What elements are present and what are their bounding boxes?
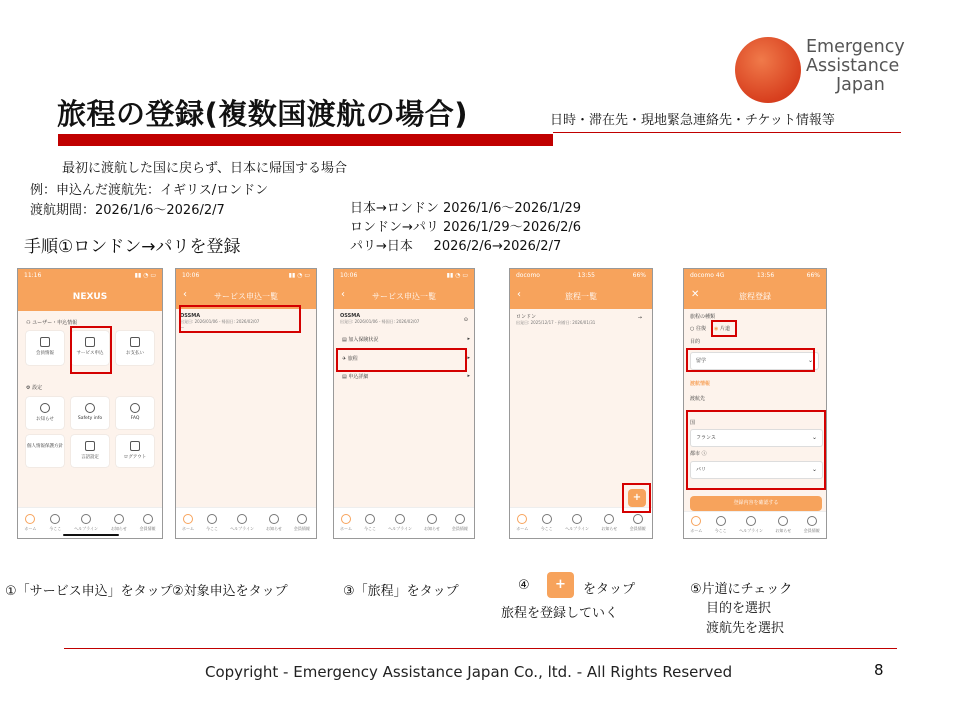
caption-step-4-tail: をタップ (583, 582, 636, 597)
tab-notices[interactable]: お知らせ (775, 516, 791, 534)
translate-icon (85, 441, 95, 451)
tab-bar (176, 507, 316, 538)
screen-service-detail (333, 268, 475, 539)
back-arrow-icon[interactable]: ‹ (183, 289, 187, 300)
city-label: 都市 ⓘ (690, 451, 707, 457)
tab-home[interactable]: ホーム (516, 514, 528, 532)
caption-step-4-number: ④ (518, 578, 530, 593)
tab-helpline[interactable]: ヘルプライン (230, 514, 254, 532)
status-battery: 66% (632, 272, 646, 279)
highlight-service-apply (70, 326, 112, 374)
tab-notices[interactable]: お知らせ (601, 514, 617, 532)
page-title: 旅程の登録(複数国渡航の場合) (57, 97, 469, 131)
status-bar (684, 269, 826, 283)
info-icon (427, 514, 437, 524)
phone-icon (81, 514, 91, 524)
chevron-right-icon: ▸ (467, 336, 470, 342)
chevron-down-icon: ⌄ (807, 357, 813, 364)
tab-bar (334, 507, 474, 538)
purpose-select[interactable]: 留学 ⌄ (690, 352, 819, 370)
card-safety-info[interactable]: Safety info (71, 397, 109, 429)
service-dates: 出発日: 2026/01/06 - 帰国日: 2026/02/07 (180, 319, 260, 324)
back-arrow-icon[interactable]: ‹ (517, 289, 521, 300)
caption-step-4-sub: 旅程を登録していく (501, 606, 619, 621)
tab-member[interactable]: 会員情報 (630, 514, 646, 532)
company-logo-mark (735, 37, 801, 103)
home-icon (691, 516, 701, 526)
header-title: サービス申込一覧 (214, 291, 278, 301)
home-icon (517, 514, 527, 524)
tab-notices[interactable]: お知らせ (266, 514, 282, 532)
section-settings: ⚙ 設定 (26, 385, 43, 391)
card-payment[interactable]: お支払い (116, 331, 154, 365)
menu-application-detail[interactable]: ▤ 申込詳細 (342, 374, 369, 380)
service-dates: 出発日: 2026/01/06 - 帰国日: 2026/02/07 (340, 319, 420, 324)
section-destination: 渡航情報 (690, 381, 711, 387)
service-name: OSSMA (340, 313, 361, 319)
app-name: NEXUS (72, 292, 108, 302)
page-number: 8 (874, 661, 884, 679)
itinerary-item[interactable] (516, 313, 636, 326)
screen-service-list (175, 268, 317, 539)
phone-icon (746, 516, 756, 526)
highlight-target-item (179, 305, 301, 333)
close-icon[interactable]: ✕ (691, 289, 700, 300)
highlight-add-button (622, 483, 651, 513)
info-icon (604, 514, 614, 524)
highlight-purpose (686, 348, 815, 372)
phone-icon (237, 514, 247, 524)
status-time: 10:06 (340, 272, 358, 279)
highlight-destination (686, 410, 826, 490)
itinerary-city: ロンドン (516, 314, 537, 320)
logout-icon (130, 441, 140, 451)
status-bar (176, 269, 316, 283)
city-select[interactable]: パリ ⌄ (690, 461, 823, 479)
back-arrow-icon[interactable]: ‹ (341, 289, 345, 300)
screen-itinerary-list (509, 268, 653, 539)
card-logout[interactable]: ログアウト (116, 435, 154, 467)
pin-icon (207, 514, 217, 524)
tab-home[interactable]: ホーム (24, 514, 36, 532)
collapse-icon[interactable]: ⊙ (463, 317, 468, 323)
status-time: 13:56 (756, 272, 775, 279)
person-icon (297, 514, 307, 524)
home-icon (183, 514, 193, 524)
arrow-right-icon: → (637, 315, 642, 321)
country-label: 国 (690, 420, 696, 426)
tab-location[interactable]: 今ここ (541, 514, 553, 532)
tab-notices[interactable]: お知らせ (424, 514, 440, 532)
logo-line-2: Assistance (806, 56, 900, 76)
info-icon (40, 403, 50, 413)
signal-icon: ▮▮ ◔ ▭ (134, 272, 156, 279)
company-logo-text (806, 38, 905, 95)
card-icon (130, 337, 140, 347)
pin-icon (50, 514, 60, 524)
radio-selected-icon: ◉ (714, 326, 720, 332)
screen-home (17, 268, 163, 539)
menu-itinerary[interactable]: ✈ 旅程 (342, 356, 358, 362)
service-name: OSSMA (180, 313, 201, 319)
tab-location[interactable]: 今ここ (206, 514, 218, 532)
globe-icon (85, 403, 95, 413)
copyright: Copyright - Emergency Assistance Japan Co., ltd. - All Rights Reserved (205, 663, 733, 681)
tab-helpline[interactable]: ヘルプライン (388, 514, 412, 532)
highlight-itinerary-menu (336, 348, 467, 372)
tab-member[interactable]: 会員情報 (804, 516, 820, 534)
itinerary-leg-1: 日本→ロンドン 2026/1/6～2026/1/29 (350, 201, 582, 216)
tab-member[interactable]: 会員情報 (452, 514, 468, 532)
status-time: 11:16 (24, 272, 42, 279)
app-header (684, 283, 826, 309)
help-icon: ⓘ (700, 451, 707, 457)
add-itinerary-button[interactable]: + (628, 489, 646, 507)
phone-icon (572, 514, 582, 524)
app-header (510, 283, 652, 309)
radio-empty-icon: ○ (690, 326, 696, 332)
pin-icon (542, 514, 552, 524)
app-header (18, 283, 162, 311)
tab-helpline[interactable]: ヘルプライン (565, 514, 589, 532)
list-divider: — (180, 325, 184, 330)
person-icon (455, 514, 465, 524)
caption-step-5-line-3: 渡航先を選択 (706, 621, 785, 636)
scenario-note: 最初に渡航した国に戻らず、日本に帰国する場合 (62, 161, 347, 176)
tab-member[interactable]: 会員情報 (294, 514, 310, 532)
caption-step-2: ②対象申込をタップ (172, 584, 288, 599)
step-heading: 手順①ロンドン→パリを登録 (24, 237, 241, 257)
tab-helpline[interactable]: ヘルプライン (739, 516, 763, 534)
tab-location[interactable]: 今ここ (715, 516, 727, 534)
tab-bar (684, 511, 826, 538)
tab-location[interactable]: 今ここ (364, 514, 376, 532)
screen-itinerary-form (683, 268, 827, 539)
page-subtitle: 日時・滞在先・現地緊急連絡先・チケット情報等 (550, 113, 835, 128)
card-service-apply[interactable]: サービス申込 (71, 331, 109, 365)
home-indicator (63, 534, 119, 536)
person-icon (633, 514, 643, 524)
status-bar (334, 269, 474, 283)
tab-home[interactable]: ホーム (182, 514, 194, 532)
itinerary-leg-2: ロンドン→パリ 2026/1/29～2026/2/6 (350, 220, 582, 235)
header-title: 旅程登録 (739, 291, 771, 301)
status-time: 13:55 (577, 272, 595, 279)
info-icon (269, 514, 279, 524)
status-battery: 66% (806, 272, 820, 279)
itinerary-leg-3: パリ→日本 2026/2/6→2026/2/7 (350, 239, 562, 254)
info-icon (778, 516, 788, 526)
menu-insurance-status[interactable]: ▤ 加入保険状況 (342, 337, 379, 343)
card-privacy[interactable]: 個人情報保護方針 (26, 435, 64, 467)
status-bar (510, 269, 652, 283)
person-icon (40, 337, 50, 347)
tab-notices[interactable]: お知らせ (111, 514, 127, 532)
caption-step-1: ①「サービス申込」をタップ (5, 584, 173, 599)
logo-line-3: Japan (836, 75, 885, 95)
highlight-oneway (711, 320, 737, 337)
user-icon: ⚇ (26, 320, 33, 326)
caption-plus-button-icon: + (547, 572, 574, 598)
status-carrier: docomo 4G (690, 272, 725, 279)
tab-member[interactable]: 会員情報 (140, 514, 156, 532)
status-bar (18, 269, 162, 283)
person-icon (807, 516, 817, 526)
pin-icon (716, 516, 726, 526)
caption-step-5-line-2: 目的を選択 (706, 601, 772, 616)
section-user: ⚇ ユーザー・申込情報 (26, 320, 78, 326)
app-header (334, 283, 474, 309)
signal-icon: ▮▮ ◔ ▭ (288, 272, 310, 279)
card-language[interactable]: 言語設定 (71, 435, 109, 467)
chevron-down-icon: ⌄ (811, 466, 817, 473)
question-icon (130, 403, 140, 413)
example-period: 渡航期間：2026/1/6～2026/2/7 (30, 203, 225, 218)
chevron-right-icon: ▸ (467, 373, 470, 379)
status-time: 10:06 (182, 272, 200, 279)
home-icon (341, 514, 351, 524)
doc-icon: ▤ (342, 337, 349, 343)
chevron-down-icon: ⌄ (811, 434, 817, 441)
pin-icon (365, 514, 375, 524)
purpose-label: 目的 (690, 339, 701, 345)
footer-rule (64, 648, 897, 649)
card-applicant[interactable]: 会員情報 (26, 331, 64, 365)
info-icon (114, 514, 124, 524)
country-select[interactable]: フランス ⌄ (690, 429, 823, 447)
itinerary-dates: 出発日: 2025/12/17 - 到着日: 2026/01/31 (516, 320, 596, 325)
example-destination: 例：申込んだ渡航先：イギリス/ロンドン (30, 183, 269, 198)
service-list-item[interactable] (340, 313, 470, 325)
status-carrier: docomo (516, 272, 540, 279)
trip-type-label: 旅程の種類 (690, 314, 716, 320)
destination-label: 渡航先 (690, 396, 706, 402)
logo-line-1: Emergency (806, 37, 905, 57)
chevron-right-icon: ▸ (467, 355, 470, 361)
radio-oneway[interactable]: ◉ 片道 (714, 326, 730, 332)
tab-home[interactable]: ホーム (690, 516, 702, 534)
plane-icon: ✈ (342, 356, 348, 362)
home-icon (25, 514, 35, 524)
radio-roundtrip[interactable]: ○ 往復 (690, 326, 706, 332)
person-icon (143, 514, 153, 524)
tab-location[interactable]: 今ここ (49, 514, 61, 532)
list-icon: ▤ (342, 374, 349, 380)
title-underline (58, 134, 553, 146)
gear-icon: ⚙ (26, 385, 33, 391)
caption-step-5-line-1: ⑤片道にチェック (690, 582, 793, 597)
confirm-button[interactable]: 登録内容を確認する (690, 496, 822, 511)
header-title: 旅程一覧 (565, 291, 597, 301)
signal-icon: ▮▮ ◔ ▭ (446, 272, 468, 279)
header-title: サービス申込一覧 (372, 291, 436, 301)
tab-helpline[interactable]: ヘルプライン (74, 514, 98, 532)
card-faq[interactable]: FAQ (116, 397, 154, 429)
card-notice[interactable]: お知らせ (26, 397, 64, 429)
tab-home[interactable]: ホーム (340, 514, 352, 532)
subtitle-underline (553, 132, 901, 133)
phone-icon (395, 514, 405, 524)
caption-step-3: ③「旅程」をタップ (343, 584, 459, 599)
